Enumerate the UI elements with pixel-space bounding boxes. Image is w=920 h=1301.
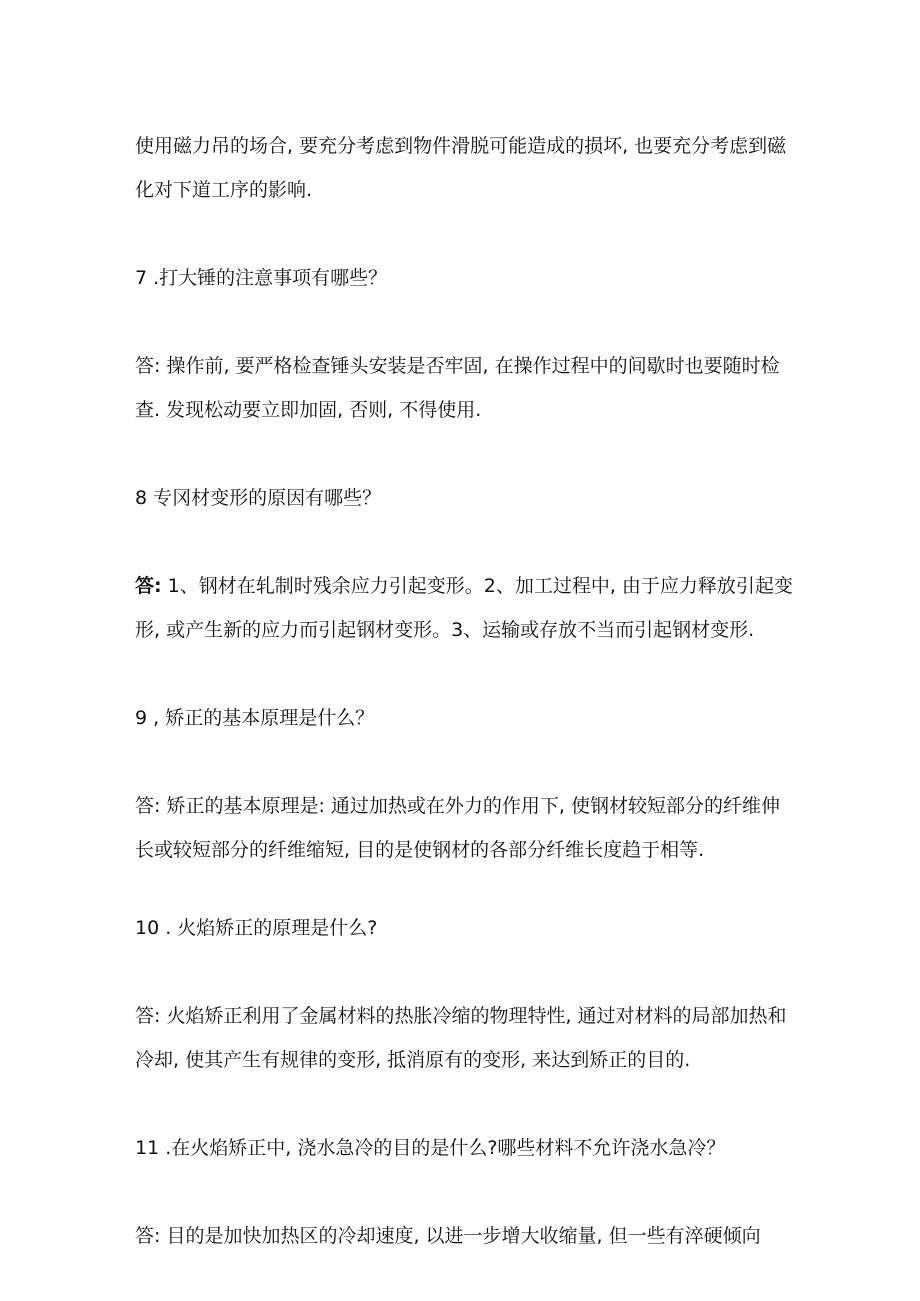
question-11: 11 .在火焰矫正中, 浇水急冷的目的是什么?哪些材料不允许浇水急冷？ [135, 1137, 726, 1159]
answer-8 [135, 564, 795, 652]
answer-8-text: 1、钢材在轧制时残余应力引起变形。2、加工过程中, 由于应力释放引起变形, 或产生新的应力而引起钢材变形。3、运输或存放不当而引起钢材变形. [135, 575, 793, 641]
document-body [135, 124, 795, 1258]
question-10: 10 . 火焰矫正的原理是什么? [135, 917, 378, 939]
answer-7: 答: 操作前, 要严格检查锤头安装是否牢固, 在操作过程中的间歇时也要随时检查. 发现松动要立即加固, 否则, 不得使用. [135, 355, 780, 421]
answer-11: 答: 目的是加快加热区的冷却速度, 以进一步增大收缩量, 但一些有淬硬倾向 [135, 1225, 761, 1247]
answer-9: 答: 矫正的基本原理是: 通过加热或在外力的作用下, 使钢材较短部分的纤维伸长或较短部分的纤维缩短, 目的是使钢材的各部分纤维长度趋于相等. [135, 795, 780, 861]
answer-10: 答: 火焰矫正利用了金属材料的热胀冷缩的物理特性, 通过对材料的局部加热和冷却, 使其产生有规律的变形, 抵消原有的变形, 来达到矫正的目的. [135, 1005, 787, 1071]
question-9: 9 , 矫正的基本原理是什么？ [135, 707, 375, 729]
question-8: 8 专冈材变形的原因有哪些？ [135, 487, 382, 509]
question-7: 7 .打大锤的注意事项有哪些？ [135, 267, 388, 289]
answer-8-prefix: 答: [135, 575, 162, 597]
paragraph-magnetic-crane: 使用磁力吊的场合, 要充分考虑到物件滑脱可能造成的损坏, 也要充分考虑到磁化对下道工序的影响. [135, 135, 787, 201]
